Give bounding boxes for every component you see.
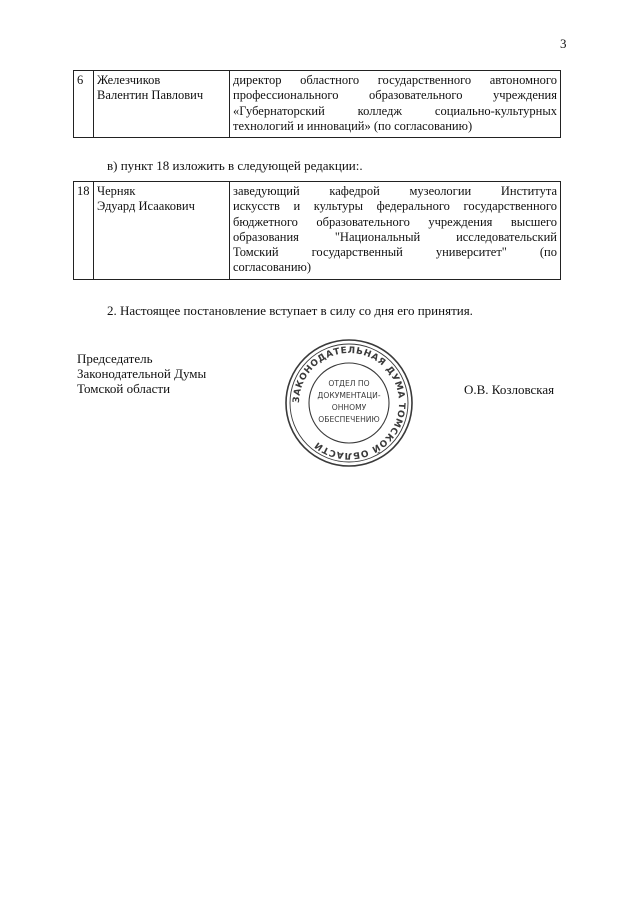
position-line: искусств и культуры федерального государственного xyxy=(233,199,557,214)
table-row xyxy=(74,71,561,138)
amendment-paragraph: в) пункт 18 изложить в следующей редакции:. xyxy=(107,158,363,173)
signatory-title xyxy=(77,351,206,396)
row-number: 6 xyxy=(74,71,94,138)
page-number: 3 xyxy=(560,36,567,51)
member-position-cell xyxy=(230,71,561,138)
member-given-names: Валентин Павлович xyxy=(97,88,204,103)
seal-ring-textpath: ЗАКОНОДАТЕЛЬНАЯ ДУМА ТОМСКОЙ ОБЛАСТИ xyxy=(291,345,407,461)
member-surname: Железчиков xyxy=(97,73,161,87)
seal-center-line: ОННОМУ xyxy=(331,403,367,412)
position-line: заведующий кафедрой музеологии Института xyxy=(233,184,557,198)
position-line: директор областного государственного автономного xyxy=(233,73,557,87)
position-line: согласованию) xyxy=(233,260,312,275)
signatory-title-line: Председатель xyxy=(77,351,153,366)
position-line: «Губернаторский колледж социально-культурных xyxy=(233,103,557,118)
official-seal xyxy=(283,337,415,469)
row-number: 18 xyxy=(74,182,94,280)
position-line: бюджетного образовательного учреждения высшего xyxy=(233,214,557,229)
member-table-2 xyxy=(73,181,561,280)
member-position-cell xyxy=(230,182,561,280)
member-given-names: Эдуард Исаакович xyxy=(97,199,195,214)
position-line: профессионального образовательного учреждения xyxy=(233,88,557,103)
signatory-name: О.В. Козловская xyxy=(464,382,555,397)
member-name-cell xyxy=(94,71,230,138)
seal-center-line: ДОКУМЕНТАЦИ- xyxy=(317,391,381,400)
table-row xyxy=(74,182,561,280)
position-line: образования "Национальный исследовательский xyxy=(233,229,557,244)
effective-date-paragraph: 2. Настоящее постановление вступает в силу со дня его принятия. xyxy=(107,303,473,318)
position-line: Томский государственный университет" (по xyxy=(233,245,557,260)
signatory-title-line: Томской области xyxy=(77,381,171,396)
seal-center-line: ОБЕСПЕЧЕНИЮ xyxy=(318,415,380,424)
signatory-title-line: Законодательной Думы xyxy=(77,366,207,381)
member-surname: Черняк xyxy=(97,184,136,198)
seal-center-line: ОТДЕЛ ПО xyxy=(328,379,370,388)
member-table-1 xyxy=(73,70,561,138)
member-name-cell xyxy=(94,182,230,280)
position-line: технологий и инноваций» (по согласованию) xyxy=(233,118,473,133)
